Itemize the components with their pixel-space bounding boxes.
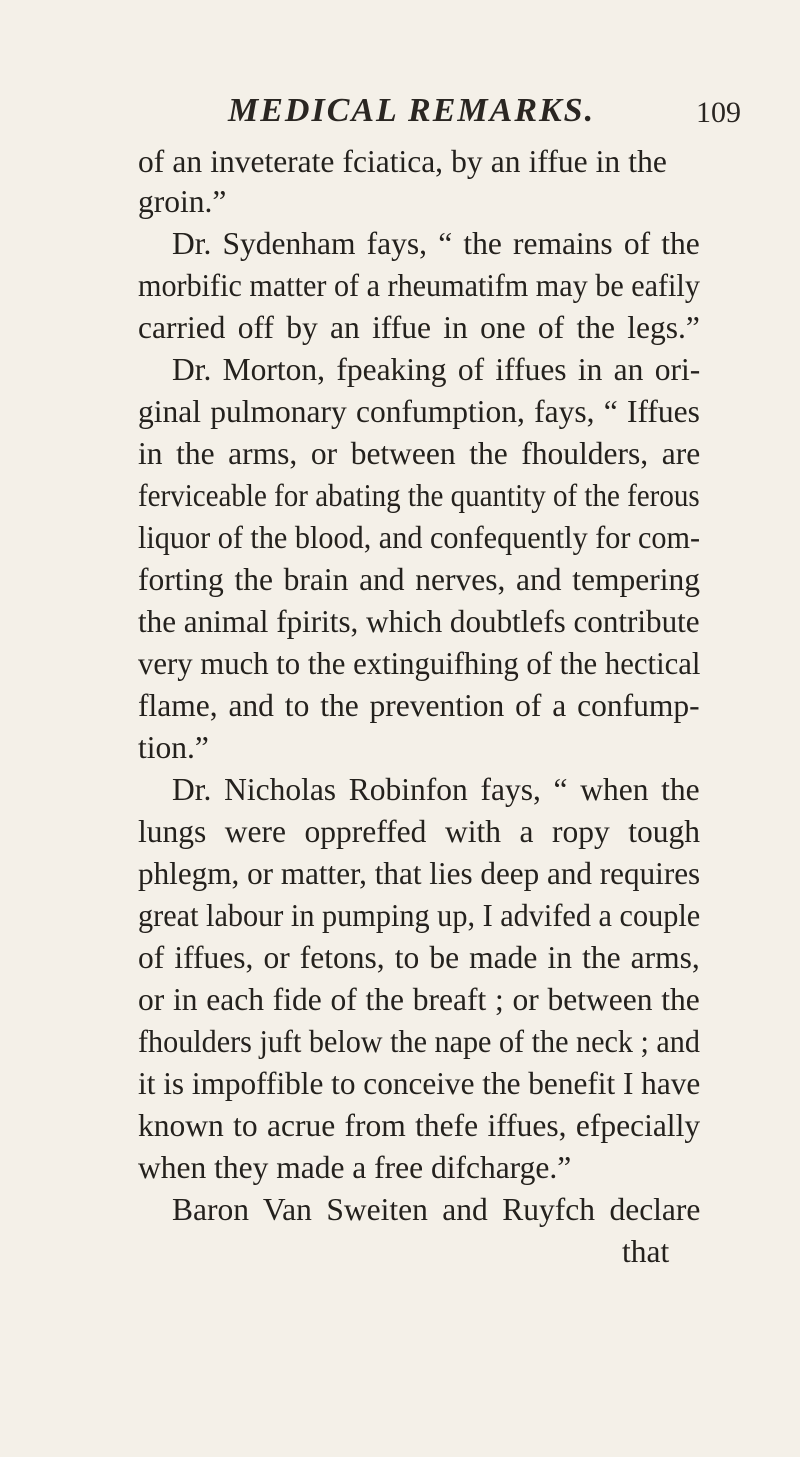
text-line: lungs were oppreffed with a ropy tough — [138, 814, 701, 849]
catchword: that — [622, 1234, 670, 1269]
text-line: phlegm, or matter, that lies deep and requires — [138, 856, 701, 891]
text-line: or in each fide of the breaft ; or between the — [138, 982, 700, 1017]
text-line: ginal pulmonary confumption, fays, “ Iffues — [138, 394, 700, 429]
text-line: morbific matter of a rheumatifm may be eafily — [138, 268, 700, 303]
text-line: great labour in pumping up, I advifed a couple — [138, 898, 701, 933]
text-line: tion.” — [138, 730, 209, 765]
text-line: flame, and to the prevention of a confump- — [138, 688, 700, 723]
text-line: carried off by an iffue in one of the legs.” — [138, 310, 700, 345]
text-line: of an inveterate fciatica, by an iffue in the — [138, 144, 667, 179]
text-line: when they made a free difcharge.” — [138, 1150, 572, 1185]
text-line: the animal fpirits, which doubtlefs contribute — [138, 604, 700, 639]
text-line: known to acrue from thefe iffues, efpecially — [138, 1108, 701, 1143]
text-line: in the arms, or between the fhoulders, are — [138, 436, 701, 471]
text-line: liquor of the blood, and confequently for com- — [138, 520, 701, 555]
running-head-title: MEDICAL REMARKS. — [228, 92, 596, 129]
text-line: very much to the extinguifhing of the hectical — [138, 646, 701, 681]
text-line: it is impoffible to conceive the benefit I have — [138, 1066, 701, 1101]
text-line: Dr. Sydenham fays, “ the remains of the — [172, 226, 700, 261]
running-head — [0, 92, 800, 142]
text-line: of iffues, or fetons, to be made in the arms, — [138, 940, 700, 975]
text-line: ferviceable for abating the quantity of the ferous — [138, 478, 700, 513]
text-line: Dr. Morton, fpeaking of iffues in an ori- — [172, 352, 701, 387]
page-number: 109 — [696, 96, 741, 129]
text-line: Baron Van Sweiten and Ruyfch declare — [172, 1192, 701, 1227]
text-line: fhoulders juft below the nape of the neck ; and — [138, 1024, 700, 1059]
text-line: forting the brain and nerves, and tempering — [138, 562, 700, 597]
text-line: Dr. Nicholas Robinfon fays, “ when the — [172, 772, 700, 807]
text-line: groin.” — [138, 184, 227, 219]
